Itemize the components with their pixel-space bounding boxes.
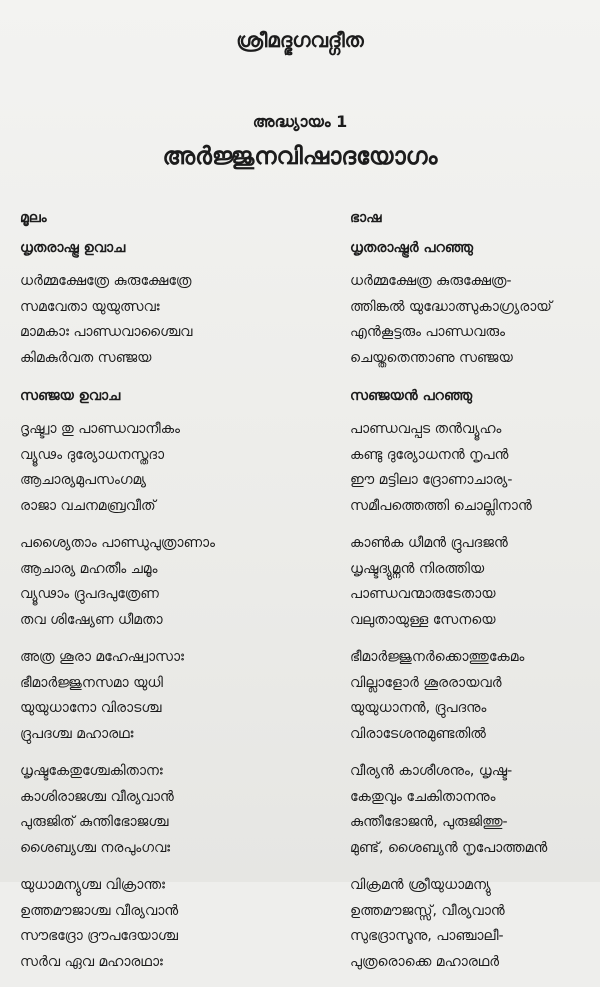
verse: [350, 417, 595, 519]
verse: [20, 759, 310, 861]
verse-line: രാജാ വചനമബ്രവീത്: [20, 497, 156, 514]
verse-line: സുഭദ്രാസൂനു, പാഞ്ചാലീ-: [350, 928, 504, 944]
verse-line: ആചാര്യ മഹതീം ചമൂം: [20, 560, 158, 577]
verse-line: വ്യൂഢാം ദ്രുപദപുത്രേണ: [20, 586, 159, 602]
verse-line: ധർമ്മക്ഷേത്രേ കുരുക്ഷേത്രേ: [20, 273, 192, 289]
verse-line: പാണ്ഡവന്മാരുടേതായ: [350, 586, 496, 602]
chapter-label: അദ്ധ്യായം 1: [252, 112, 348, 131]
verse-line: പാണ്ഡവപ്പട തൻവ്യൂഹം: [350, 421, 502, 437]
verse-line: സമവേതാ യുയുത്സവഃ: [20, 298, 160, 315]
verse-line: പുരുജിത് കുന്തിഭോജശ്ച: [20, 814, 169, 830]
verse-line: വില്ലാളോർ ശൂരരായവർ: [350, 674, 502, 691]
speaker-heading: സഞ്ജയ ഉവാച: [20, 388, 121, 404]
verse-line: ആചാര്യമുപസംഗമ്യ: [20, 472, 147, 488]
verse-line: മുണ്ട്, ശൈബ്യൻ നൃപോത്തമൻ: [350, 839, 548, 856]
speaker-heading: ധൃതരാഷ്ട്രർ പറഞ്ഞു: [350, 240, 474, 256]
verse: [350, 531, 595, 633]
verse-line: ധൃഷ്ടകേതുശ്ചേകിതാനഃ: [20, 763, 163, 779]
speaker-heading: സഞ്ജയൻ പറഞ്ഞു: [350, 388, 473, 404]
verse-line: യുയുധാനോ വിരാടശ്ച: [20, 700, 162, 716]
chapter-title: അർജ്ജുനവിഷാദയോഗം: [162, 142, 438, 170]
verse-line: ചെയ്തതെന്താണു സഞ്ജയ: [350, 349, 513, 366]
original-text-column: [20, 205, 310, 987]
verse-line: വിക്രമൻ ശ്രീയുധാമന്യു: [350, 877, 491, 893]
verse: [350, 873, 595, 975]
verse-line: ഉത്തമൗജാശ്ച വീര്യവാൻ: [20, 902, 179, 919]
verse-line: വലുതായുള്ള സേനയെ: [350, 611, 496, 628]
verse: [20, 417, 310, 519]
verse-line: ദൃഷ്ട്വാ തു പാണ്ഡവാനീകം: [20, 421, 180, 437]
verse-line: കാശിരാജശ്ച വീര്യവാൻ: [20, 788, 174, 805]
column-heading: മൂലം: [20, 210, 47, 226]
verse-line: ഈ മട്ടിലാ ദ്രോണാചാര്യ-: [350, 472, 513, 488]
verse-line: എൻകൂട്ടരും പാണ്ഡവരും: [350, 324, 506, 340]
verse-line: വിരാടേശനുമുണ്ടതിൽ: [350, 725, 486, 742]
speaker-heading: ധൃതരാഷ്ട്ര ഉവാച: [20, 240, 126, 256]
verse-line: യുയുധാനൻ, ദ്രുപദനും: [350, 700, 487, 716]
verse-line: തവ ശിഷ്യേണ ധീമതാ: [20, 611, 163, 628]
verse-line: ശൈബ്യശ്ച നരപുംഗവഃ: [20, 839, 171, 856]
verse-line: ധർമ്മക്ഷേത്ര കുരുക്ഷേത്ര-: [350, 273, 512, 289]
verse-line: സൗഭദ്രോ ദ്രൗപദേയാശ്ച: [20, 928, 178, 944]
verse-line: കുന്തീഭോജൻ, പുരുജിത്തു-: [350, 814, 508, 830]
verse-line: പശ്യൈതാം പാണ്ഡുപുത്രാണാം: [20, 535, 216, 551]
verse: [20, 531, 310, 633]
verse-line: ഭീമാർജ്ജുനസമാ യുധി: [20, 674, 163, 691]
verse: [20, 645, 310, 747]
verse: [20, 873, 310, 975]
verse-line: സർവ ഏവ മഹാരഥാഃ: [20, 953, 163, 970]
verse-line: വീര്യൻ കാശീശനും, ധൃഷ്ട-: [350, 763, 513, 779]
verse-line: ദ്രുപദശ്ച മഹാരഥഃ: [20, 725, 134, 742]
verse-line: ത്തിങ്കൽ യുദ്ധോത്സുകാഗ്ര്യരായ്: [350, 298, 552, 315]
verse-line: സമീപത്തെത്തി ചൊല്ലിനാൻ: [350, 497, 532, 514]
verse-line: ഭീമാർജ്ജുനർക്കൊത്തുകേമം: [350, 649, 525, 665]
verse-line: അത്ര ശൂരാ മഹേഷ്വാസാഃ: [20, 649, 184, 665]
verse-line: കിമകുർവത സഞ്ജയ: [20, 349, 152, 366]
verse: [350, 269, 595, 371]
verse-line: വ്യൂഢം ദുര്യോധനസ്തദാ: [20, 446, 165, 463]
verse-line: പുത്രരൊക്കെ മഹാരഥർ: [350, 953, 500, 970]
verse-line: മാമകാഃ പാണ്ഡവാശ്ചൈവ: [20, 324, 193, 340]
verse-line: യുധാമന്യുശ്ച വിക്രാന്തഃ: [20, 877, 165, 893]
verse-line: കണ്ടു ദുര്യോധനൻ നൃപൻ: [350, 446, 509, 463]
verse: [350, 759, 595, 861]
verse-line: കേതുവും ചേകിതാനനും: [350, 788, 496, 805]
column-heading: ഭാഷ: [350, 210, 382, 226]
translation-column: [350, 205, 595, 987]
verse: [350, 645, 595, 747]
verse-line: ഉത്തമൗജസ്സ്, വീര്യവാൻ: [350, 902, 505, 919]
verse-line: ധൃഷ്ടദ്യുമ്നൻ നിരത്തിയ: [350, 560, 485, 577]
verse-line: കാൺക ധീമൻ ദ്രുപദജൻ: [350, 535, 508, 551]
book-title: ശ്രീമദ്ഭഗവദ്ഗീത: [236, 28, 364, 52]
verse: [20, 269, 310, 371]
